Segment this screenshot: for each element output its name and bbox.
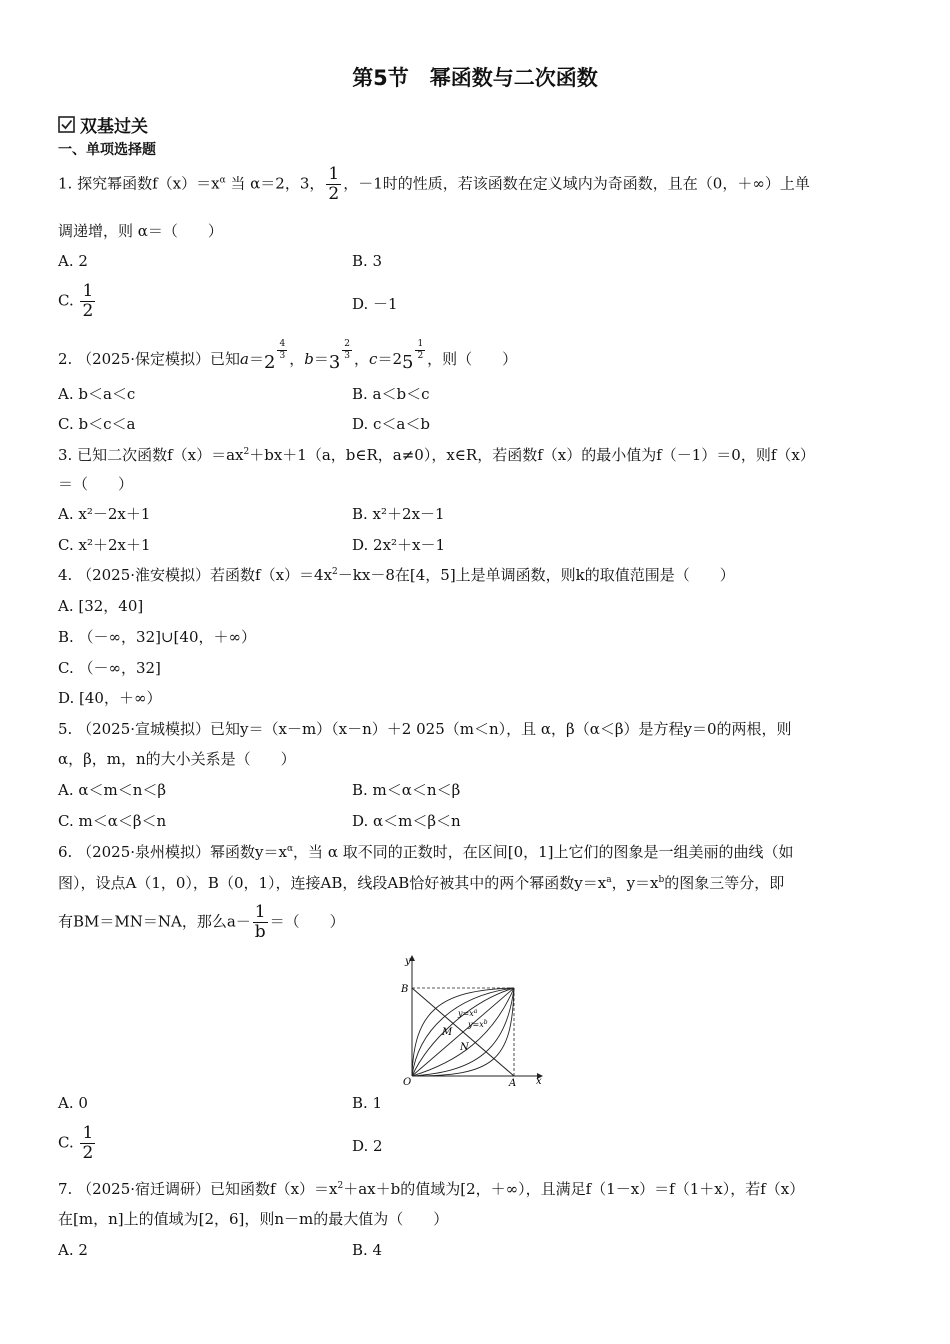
question-5-line-2: α，β，m，n的大小关系是（ ） — [58, 750, 296, 768]
question-1-line-2: 调递增，则 α＝（ ） — [58, 222, 223, 240]
option-d: D. 2 — [352, 1137, 383, 1155]
label-o: O — [403, 1077, 412, 1088]
label-y-xa: $y=x^a$ — [458, 1008, 478, 1018]
label-m: M — [442, 1027, 453, 1038]
label-y: y — [405, 956, 411, 967]
question-4-stem: 4. （2025·淮安模拟）若函数$f(x)=4x^2-kx-8$在[4，5]上是单调函数，则k的取值范围是（ ） — [58, 566, 735, 584]
question-2-stem: 2. （2025·保定模拟）已知a＝2 $\frac{4}{3}$ ，b＝3 $\frac{2}{3}$ ，c＝25 $\frac{1}{2}$ ，则（ ） — [58, 339, 518, 373]
option-a: A. 2 — [58, 1241, 88, 1259]
label-n: N — [460, 1042, 469, 1053]
option-a: A. α＜m＜n＜β — [58, 781, 167, 799]
section-title: 双基过关 — [80, 117, 148, 137]
option-c: C. b＜c＜a — [58, 415, 136, 433]
checkbox-icon — [58, 116, 75, 133]
option-c: C. m＜α＜β＜n — [58, 812, 167, 830]
option-a: A. x²－2x＋1 — [58, 505, 151, 523]
option-b: B. 1 — [352, 1094, 383, 1112]
option-c: C. （－∞，32] — [58, 659, 161, 677]
option-d: D. 2x²＋x－1 — [352, 536, 446, 554]
question-6-line-2: 图），设点A（1，0），B（0，1），连接AB，线段AB恰好被其中的两个幂函数$y=x^a$，$y=x^b$的图象三等分，即 — [58, 874, 785, 892]
label-y-xb: $y=x^b$ — [468, 1019, 488, 1029]
option-a: A. [32，40] — [58, 597, 144, 615]
option-a: A. 2 — [58, 252, 88, 270]
question-6-line-3: 有BM＝MN＝NA，那么a－ $\frac{1}{b}$ ＝（ ） — [58, 902, 345, 942]
question-7-line-1: 7. （2025·宿迁调研）已知函数$f(x)=x^2+ax+b$的值域为[2，＋∞），且满足f（1－x）＝f（1＋x），若f（x） — [58, 1180, 805, 1198]
option-b: B. x²＋2x－1 — [352, 505, 445, 523]
question-3-line-2: ＝（ ） — [58, 475, 134, 493]
question-7-line-2: 在[m，n]上的值域为[2，6]，则n－m的最大值为（ ） — [58, 1210, 449, 1228]
question-6-line-1: 6. （2025·泉州模拟）幂函数$y=x^\alpha$，当 α 取不同的正数时，在区间[0，1]上它们的图象是一组美丽的曲线（如 — [58, 843, 794, 861]
option-b: B. 4 — [352, 1241, 383, 1259]
option-d: D. c＜a＜b — [352, 415, 430, 433]
question-1-line-1: 1. 探究幂函数$f(x)=x^\alpha$ 当 α＝2，3， $\frac{1}{2}$ ，－1时的性质，若该函数在定义域内为奇函数，且在（0，＋∞）上单 — [58, 164, 810, 204]
page-title: 第5节 幂函数与二次函数 — [352, 66, 598, 90]
option-b: B. a＜b＜c — [352, 385, 430, 403]
section-heading — [58, 112, 148, 137]
option-d: D. －1 — [352, 295, 398, 313]
option-d: D. [40，＋∞） — [58, 689, 162, 707]
option-a: A. 0 — [58, 1094, 88, 1112]
option-c: C. x²＋2x＋1 — [58, 536, 151, 554]
question-3-line-1: 3. 已知二次函数$f(x)=ax^2+bx+1(a$，b∈R，a≠0），x∈R，若函数f（x）的最小值为f（－1）＝0，则f（x） — [58, 446, 815, 464]
option-c: C. $\frac{1}{2}$ — [58, 1123, 94, 1163]
label-x: x — [536, 1076, 542, 1087]
option-b: B. 3 — [352, 252, 383, 270]
option-b: B. m＜α＜n＜β — [352, 781, 461, 799]
option-a: A. b＜a＜c — [58, 385, 136, 403]
label-b: B — [401, 984, 409, 995]
power-function-graph — [398, 952, 548, 1092]
option-b: B. （－∞，32]∪[40，＋∞） — [58, 628, 256, 646]
fraction: $\frac{1}{2}$ — [328, 164, 340, 204]
label-a: A — [509, 1078, 517, 1089]
question-5-line-1: 5. （2025·宣城模拟）已知y＝（x－m）（x－n）＋2 025（m＜n），且 α，β（α＜β）是方程y＝0的两根，则 — [58, 720, 792, 738]
option-c: C. $\frac{1}{2}$ — [58, 281, 94, 321]
subsection-title: 一、单项选择题 — [58, 142, 156, 158]
option-d: D. α＜m＜β＜n — [352, 812, 461, 830]
